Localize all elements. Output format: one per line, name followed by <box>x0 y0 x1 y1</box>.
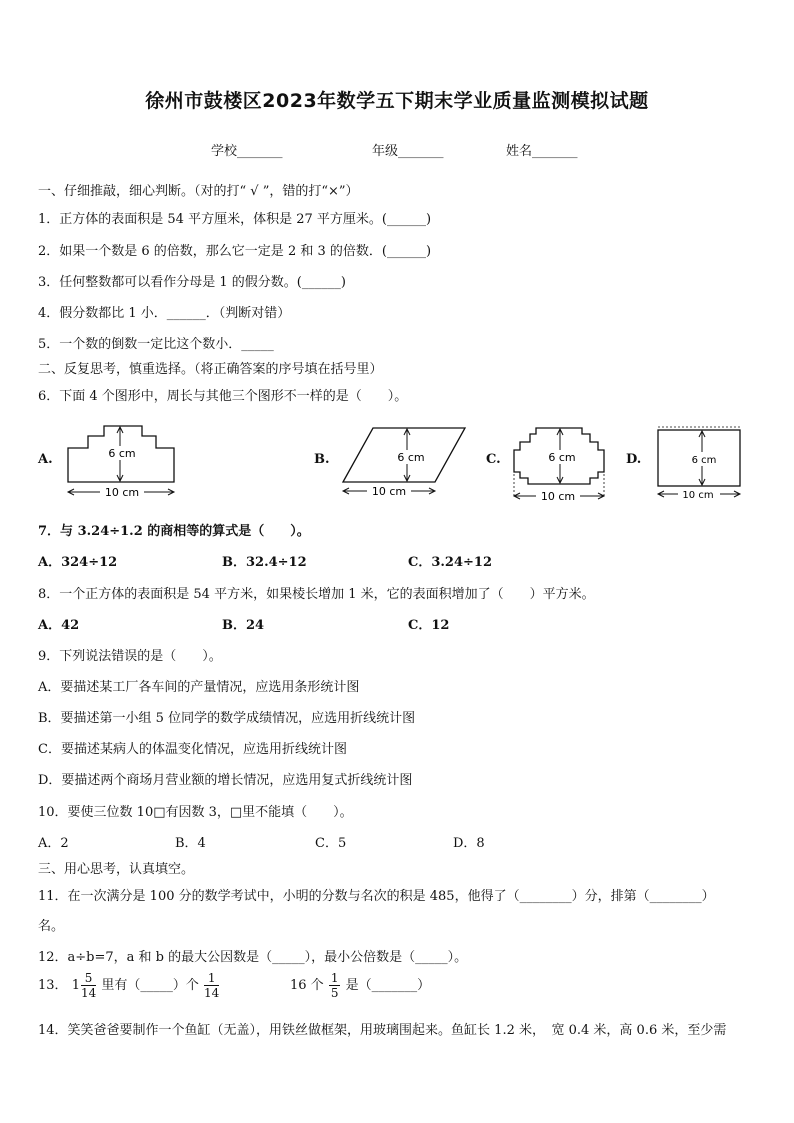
question-11: 11．在一次满分是 100 分的数学考试中，小明的分数与名次的积是 485，他得了（________）分，排第（________） <box>38 889 715 904</box>
q8-option-a: A．42 <box>38 618 80 633</box>
q13-text-part2a: 16 个 <box>290 978 324 993</box>
q10-option-d: D．8 <box>453 836 485 851</box>
question-14: 14．笑笑爸爸要制作一个鱼缸（无盖），用铁丝做框架，用玻璃围起来。鱼缸长 1.2 米， 宽 0.4 米，高 0.6 米，至少需 <box>38 1023 727 1038</box>
grade-field: 年级_______ <box>372 144 444 159</box>
q13-fraction-2 <box>204 972 219 999</box>
q13-frac2-numerator: 1 <box>204 972 219 986</box>
q13-fraction-3 <box>329 972 341 999</box>
q13-text-part2b: 是（_______） <box>345 978 431 993</box>
figure-label-a: A. <box>38 452 53 467</box>
q13-frac1-numerator: 5 <box>81 972 96 986</box>
q9-option-c: C．要描述某病人的体温变化情况，应选用折线统计图 <box>38 742 347 757</box>
q8-option-b: B．24 <box>222 618 265 633</box>
figure-d-width-label: 10 cm <box>682 490 714 501</box>
q9-option-d: D．要描述两个商场月营业额的增长情况，应选用复式折线统计图 <box>38 773 413 788</box>
question-13-part-2 <box>290 972 430 999</box>
q7-option-b: B．32.4÷12 <box>222 555 307 570</box>
school-field: 学校_______ <box>211 144 283 159</box>
q10-option-b: B．4 <box>175 836 206 851</box>
q10-option-c: C．5 <box>315 836 347 851</box>
question-10: 10．要使三位数 10□有因数 3，□里不能填（ ）。 <box>38 805 353 820</box>
section-heading-2: 二、反复思考，慎重选择。（将正确答案的序号填在括号里） <box>38 362 383 377</box>
q13-frac3-numerator: 1 <box>330 971 339 985</box>
figure-d-height-label: 6 cm <box>691 455 717 466</box>
figure-label-d: D. <box>626 452 642 467</box>
section-heading-1: 一、仔细推敲，细心判断。（对的打“ √ ”，错的打“×”） <box>38 184 359 199</box>
question-1: 1．正方体的表面积是 54 平方厘米，体积是 27 平方厘米。(______) <box>38 212 432 227</box>
q9-option-b: B．要描述第一小组 5 位同学的数学成绩情况，应选用折线统计图 <box>38 711 416 726</box>
name-field: 姓名_______ <box>506 144 578 159</box>
question-11-cont: 名。 <box>38 919 65 934</box>
q9-option-a: A．要描述某工厂各车间的产量情况，应选用条形统计图 <box>38 680 360 695</box>
question-2: 2．如果一个数是 6 的倍数，那么它一定是 2 和 3 的倍数．(______) <box>38 244 432 259</box>
q10-option-a: A．2 <box>38 836 69 851</box>
question-5: 5．一个数的倒数一定比这个数小．_____ <box>38 337 274 352</box>
q13-whole: 1 <box>71 978 80 993</box>
figure-label-c: C. <box>486 452 501 467</box>
question-4: 4．假分数都比 1 小．______．（判断对错） <box>38 306 291 321</box>
q7-option-a: A．324÷12 <box>38 555 118 570</box>
figure-a-stepped-shape <box>60 420 190 505</box>
figure-b-height-label: 6 cm <box>397 451 425 464</box>
q13-fraction-1 <box>81 972 96 999</box>
figure-c-width-label: 10 cm <box>540 490 576 503</box>
q13-label: 13． <box>38 978 68 993</box>
q8-option-c: C．12 <box>408 618 450 633</box>
q7-option-c: C．3.24÷12 <box>408 555 492 570</box>
question-9: 9．下列说法错误的是（ ）。 <box>38 649 222 664</box>
question-3: 3．任何整数都可以看作分母是 1 的假分数。(______) <box>38 275 346 290</box>
q13-frac3-denominator: 5 <box>330 986 339 1000</box>
q13-frac2-denominator: 14 <box>204 986 220 1000</box>
figure-c-height-label: 6 cm <box>548 451 576 464</box>
question-7: 7．与 3.24÷1.2 的商相等的算式是（ ）。 <box>38 524 310 539</box>
question-8: 8．一个正方体的表面积是 54 平方米，如果棱长增加 1 米，它的表面积增加了（ ）平方米。 <box>38 587 595 602</box>
question-12: 12．a÷b=7，a 和 b 的最大公因数是（_____），最小公倍数是（_____）。 <box>38 950 468 965</box>
figure-a-height-label: 6 cm <box>108 447 136 460</box>
figure-label-b: B. <box>314 452 330 467</box>
q13-text-mid: 里有（_____）个 <box>101 978 199 993</box>
figure-d-rectangle <box>650 420 754 505</box>
question-13 <box>38 972 220 999</box>
page-title: 徐州市鼓楼区2023年数学五下期末学业质量监测模拟试题 <box>145 90 649 112</box>
figure-b-parallelogram <box>335 420 475 505</box>
figure-c-notched-shape <box>506 420 612 510</box>
section-heading-3: 三、用心思考，认真填空。 <box>38 862 195 877</box>
figure-a-width-label: 10 cm <box>104 486 140 499</box>
figure-b-width-label: 10 cm <box>371 485 407 498</box>
q13-frac1-denominator: 14 <box>80 986 97 1000</box>
question-6: 6．下面 4 个图形中，周长与其他三个图形不一样的是（ ）。 <box>38 389 408 404</box>
